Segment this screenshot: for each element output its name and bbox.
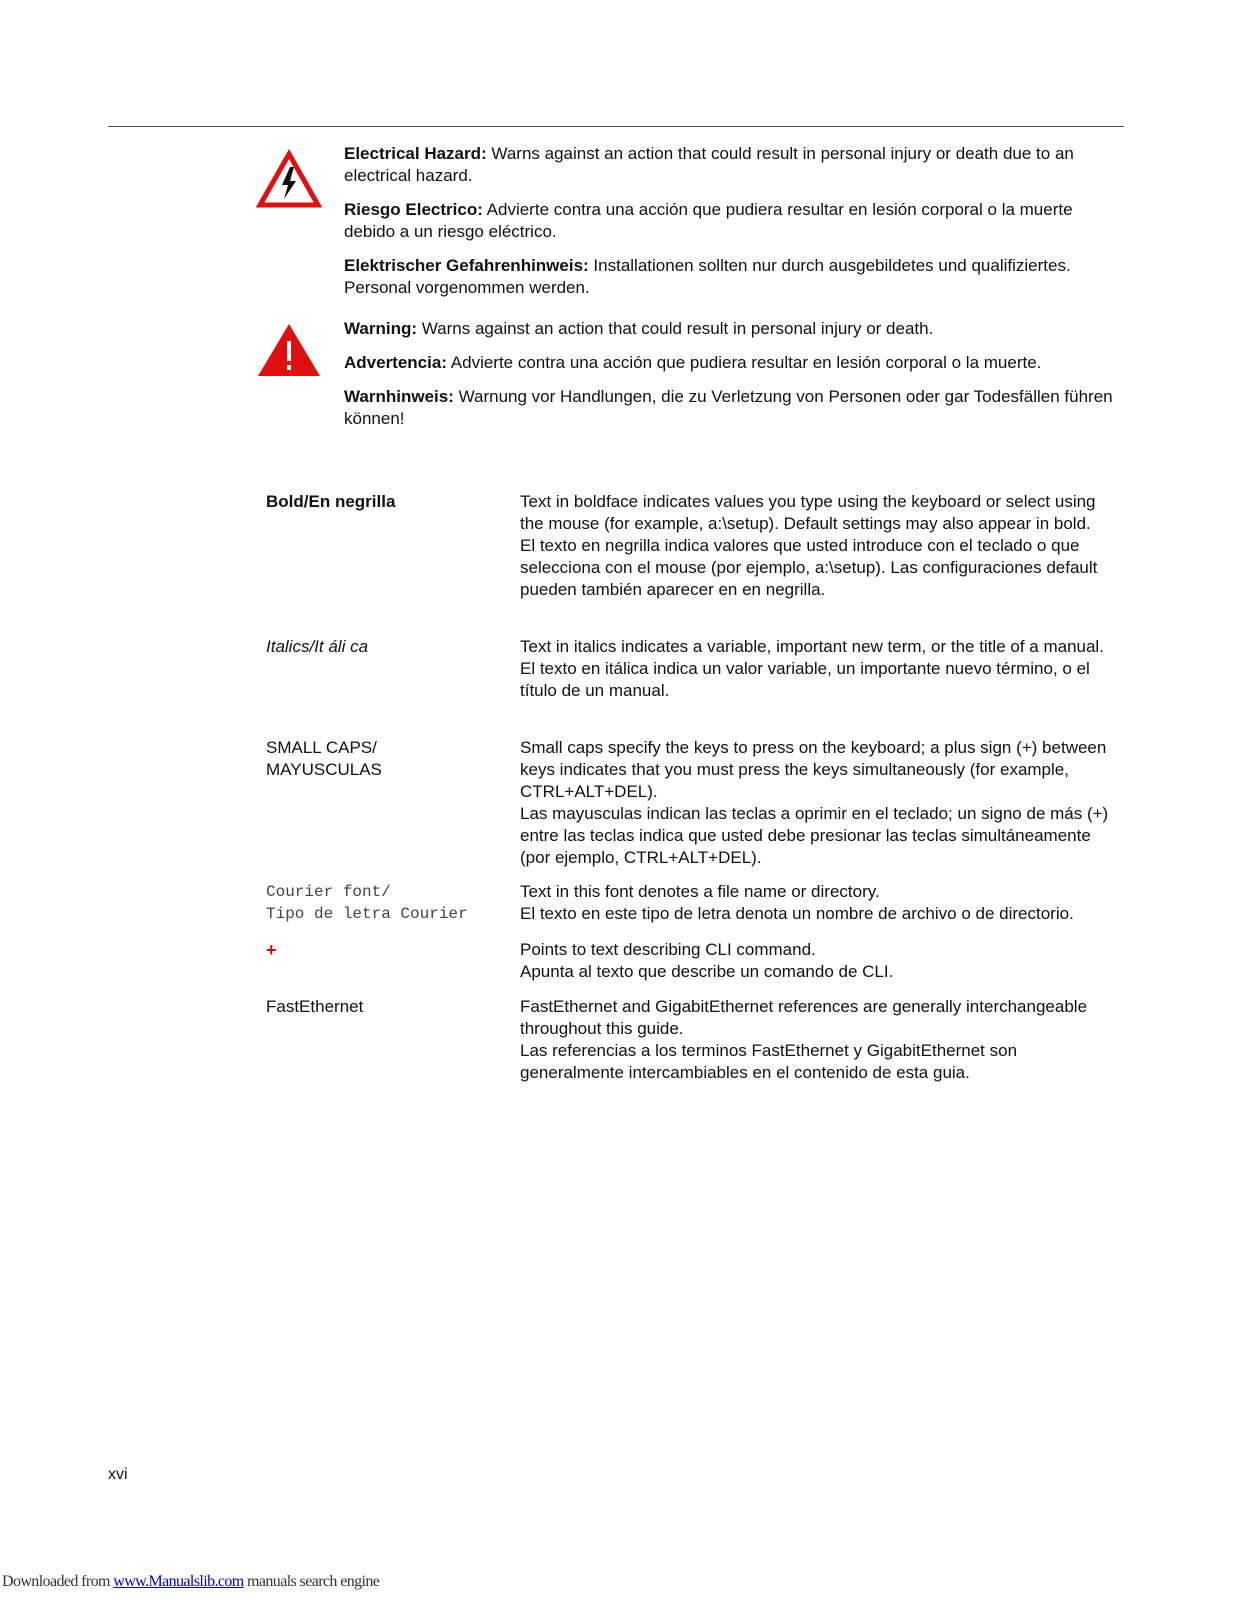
hazard-paragraph: [344, 143, 1124, 187]
convention-term: [266, 737, 516, 781]
description-es: El texto en itálica indica un valor variable, un importante nuevo término, o el título de un manual.: [520, 659, 1090, 700]
convention-term: [266, 881, 516, 925]
hazard-label: Warnhinweis:: [344, 387, 454, 406]
hazard-desc: Warnung vor Handlungen, die zu Verletzung von Personen oder gar Todesfällen führen können!: [344, 387, 1113, 428]
convention-term-line: Courier font/: [266, 883, 391, 901]
description-es: Las mayusculas indican las teclas a oprimir en el teclado; un signo de más (+) entre las teclas indica que usted debe presionar las teclas simultáneamente (por ejemplo, CTRL+ALT+DEL).: [520, 804, 1109, 867]
hazard-desc: Advierte contra una acción que pudiera resultar en lesión corporal o la muerte.: [446, 353, 1042, 372]
convention-description: [520, 737, 1116, 869]
page-number: xvi: [108, 1466, 128, 1483]
convention-description: [520, 636, 1116, 702]
description-en: Text in boldface indicates values you type using the keyboard or select using the mouse (for example, a:\setup). Default settings may also appear in bold.: [520, 492, 1096, 533]
description-en: Points to text describing CLI command.: [520, 940, 816, 959]
convention-description: [520, 996, 1116, 1084]
hazard-paragraph: [344, 199, 1124, 243]
download-footer: [2, 1573, 379, 1591]
description-en: FastEthernet and GigabitEthernet references are generally interchangeable throughout this guide.: [520, 997, 1088, 1038]
hazard-desc: Installationen sollten nur durch ausgebildetes und qualifiziertes. Personal vorgenommen werden.: [344, 256, 1071, 297]
footer-suffix: manuals search engine: [243, 1573, 380, 1590]
convention-term: Bold/En negrilla: [266, 492, 396, 511]
convention-term: Italics/It áli ca: [266, 637, 369, 656]
hazard-label: Elektrischer Gefahrenhinweis:: [344, 256, 589, 275]
hazard-paragraph: [344, 318, 1124, 340]
hazard-label: Warning:: [344, 319, 418, 338]
description-es: Las referencias a los terminos FastEthernet y GigabitEthernet son generalmente intercambiables en el contenido de esta guia.: [520, 1041, 1018, 1082]
hazard-desc: Warns against an action that could result in personal injury or death due to an electrical hazard.: [344, 144, 1074, 185]
hazard-desc: Warns against an action that could result in personal injury or death.: [417, 319, 934, 338]
convention-term-line: MAYUSCULAS: [266, 760, 382, 779]
manualslib-link[interactable]: www.Manualslib.com: [113, 1573, 244, 1590]
convention-term-line: Tipo de letra Courier: [266, 905, 468, 923]
warning-text: [344, 318, 1124, 442]
description-en: Small caps specify the keys to press on the keyboard; a plus sign (+) between keys indicates that you must press the keys simultaneously (for example, CTRL+ALT+DEL).: [520, 738, 1107, 801]
warning-icon: [256, 322, 322, 378]
convention-term: FastEthernet: [266, 997, 364, 1016]
hazard-paragraph: [344, 386, 1124, 430]
convention-term: +: [266, 940, 277, 960]
convention-term-line: SMALL CAPS/: [266, 738, 377, 757]
description-es: El texto en este tipo de letra denota un nombre de archivo o de directorio.: [520, 904, 1074, 923]
description-en: Text in this font denotes a file name or directory.: [520, 882, 880, 901]
electrical-hazard-text: [344, 143, 1124, 311]
header-rule: [108, 126, 1124, 127]
hazard-paragraph: [344, 255, 1124, 299]
hazard-label: Advertencia:: [344, 353, 447, 372]
description-en: Text in italics indicates a variable, important new term, or the title of a manual.: [520, 637, 1104, 656]
footer-prefix: Downloaded from: [2, 1573, 114, 1590]
convention-description: [520, 491, 1116, 601]
hazard-label: Electrical Hazard:: [344, 144, 487, 163]
hazard-paragraph: [344, 352, 1124, 374]
description-es: Apunta al texto que describe un comando de CLI.: [520, 962, 894, 981]
electrical-hazard-icon: [256, 149, 322, 209]
convention-description: [520, 939, 1116, 983]
hazard-desc: Advierte contra una acción que pudiera resultar en lesión corporal o la muerte debido a un riesgo eléctrico.: [344, 200, 1073, 241]
hazard-label: Riesgo Electrico:: [344, 200, 483, 219]
description-es: El texto en negrilla indica valores que usted introduce con el teclado o que selecciona con el mouse (por ejemplo, a:\setup). Las configuraciones default pueden también aparecer en en negrilla.: [520, 536, 1098, 599]
convention-description: [520, 881, 1116, 925]
